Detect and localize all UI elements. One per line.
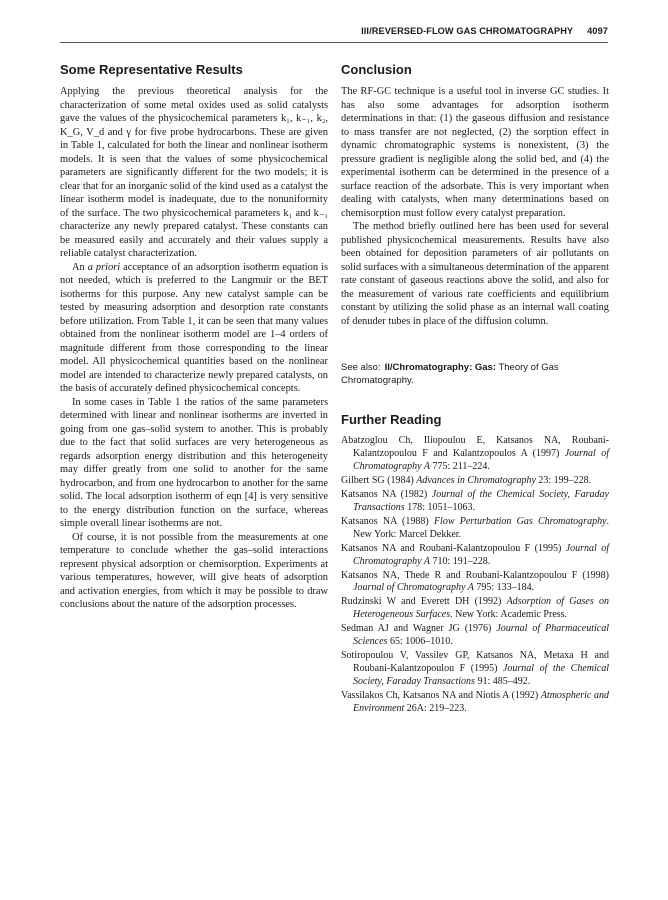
- reference-authors: Rudzinski W and Everett DH (1992): [341, 596, 507, 608]
- reference-item: [341, 570, 609, 596]
- reference-item: [341, 489, 609, 515]
- left-column: [60, 60, 328, 612]
- reference-title: Journal of Chromatography A: [353, 542, 609, 567]
- reference-title: Flow Perturbation Gas Chromatography: [433, 515, 607, 527]
- running-header: [60, 26, 608, 43]
- section-heading-further-reading: Further Reading: [341, 412, 442, 427]
- section-heading-results: Some Representative Results: [60, 62, 243, 77]
- text-run: An: [72, 261, 88, 273]
- italic-term: a priori: [87, 261, 121, 273]
- results-paragraph-4: Of course, it is not possible from the measurements at one temperature to conclude whether the gas–solid interactions represent physical adsorption or chemisorption. Experiments at various temperatures, however, will give heats of adsorption and activation energies, from which it may be possible to draw conclusions about the nature of the adsorption processes.: [60, 531, 328, 610]
- reference-authors: Katsanos NA (1988): [341, 515, 434, 527]
- reference-authors: Vassilakos Ch, Katsanos NA and Niotis A (1992): [341, 690, 541, 702]
- see-also-link[interactable]: II/Chromatography: Gas:: [384, 362, 496, 373]
- results-body: [60, 85, 328, 612]
- conclusion-body: [341, 85, 609, 328]
- reference-item: [341, 623, 609, 649]
- reference-authors: Katsanos NA and Roubani-Kalantzopoulou F (1995): [341, 542, 566, 554]
- page-number: 4097: [587, 26, 608, 36]
- reference-title: Adsorption of Gases on Heterogeneous Surfaces: [353, 596, 609, 621]
- reference-title: Journal of Chromatography A: [353, 582, 474, 594]
- results-paragraph-1: Applying the previous theoretical analysis for the characterization of some metal oxides used as solid catalysts gave the values of the physicochemical parameters k₁, k₋₁, k₂, K_G, V_d and γ for five probe hydrocarbons. These are given in Table 1, calculated for both the linear and nonlinear isotherm models. It is seen that the values of some physicochemical parameters are significantly different for the two models; it is clear that for an inorganic solid of the kind used as a catalyst the linear isotherm model is inadequate, due to the nonuniformity of the surface. The two physicochemical parameters k₁ and k₋₁ characterize any newly prepared catalyst. These constants can be measured easily and accurately and their values supply a reliable catalyst characterization.: [60, 86, 328, 259]
- reference-title: Journal of the Chemical Society, Faraday Transactions: [353, 488, 609, 513]
- reference-item: [341, 543, 609, 569]
- reference-details: 26A: 219–223.: [404, 702, 467, 714]
- reference-title: Atmospheric and Environment: [353, 690, 610, 714]
- running-title: III/REVERSED-FLOW GAS CHROMATOGRAPHY: [361, 26, 574, 36]
- see-also: [341, 361, 609, 387]
- reference-item: [341, 435, 609, 474]
- conclusion-paragraph-2: The method briefly outlined here has been used for several published physicochemical measurements. Results have also been obtained for deposition parameters of air pollutants on solid surfaces with a simultaneous determination of the apparent rate constant of gaseous reactions above the solid, and also for the measurement of various rate coefficients and equilibrium constant by utilizing the solid phase as an internal wall coating of denuder tubes in place of the diffusion column.: [341, 221, 609, 327]
- reference-title: Journal of Chromatography A: [353, 447, 609, 472]
- see-also-rest: Theory of Gas Chromatography.: [341, 362, 559, 386]
- reference-authors: Gilbert SG (1984): [341, 474, 417, 486]
- reference-item: [341, 650, 609, 689]
- reference-item: [341, 596, 609, 622]
- reference-details: 65: 1006–1010.: [387, 636, 453, 648]
- reference-details: 710: 191–228.: [429, 555, 491, 567]
- reference-authors: Katsanos NA, Thede R and Roubani-Kalantzopoulou F (1998): [341, 569, 609, 581]
- reference-title: Journal of Pharmaceutical Sciences: [353, 623, 609, 648]
- reference-details: 178: 1051–1063.: [404, 501, 475, 513]
- reference-item: [341, 516, 609, 542]
- right-column: [341, 60, 609, 717]
- reference-authors: Sedman AJ and Wagner JG (1976): [341, 623, 497, 635]
- reference-details: . New York: Marcel Dekker.: [353, 515, 610, 540]
- reference-details: 775: 211–224.: [429, 460, 490, 472]
- results-paragraph-2: [60, 261, 328, 396]
- section-heading-conclusion: Conclusion: [341, 62, 412, 77]
- reference-item: [341, 690, 609, 716]
- reference-item: [341, 475, 609, 488]
- conclusion-paragraph-1: The RF-GC technique is a useful tool in inverse GC studies. It has also some advantages for adsorption isotherm determinations in that: (1) the gaseous diffusion and resistance to mass transfer are not neglected, (2) the sorption effect in dynamic chromatographic systems is nonexistent, (3) the pressure gradient is negligible along the solid bed, and (4) the experimental isotherm can be determined in the presence of a surface reaction of the adsorbate. This is very important when dealing with catalysts, when many determinations based on chemisorption must follow every catalyst preparation.: [341, 86, 609, 219]
- see-also-label: See also:: [341, 362, 381, 373]
- reference-title: Journal of the Chemical Society, Faraday Transactions: [353, 663, 609, 688]
- reference-authors: Sotiropoulou V, Vassilev GP, Katsanos NA, Metaxa H and Roubani-Kalantzopoulou F (1995): [341, 650, 609, 675]
- text-run: acceptance of an adsorption isotherm equation is not needed, which is preferred to the Langmuir or the BET isotherms for this purpose. Any new catalyst sample can be tested by measuring adsorption and desorption rate constants before utilization. From Table 1, it can be seen that many values obtained from the nonlinear isotherm model are 1–4 orders of magnitude different from those corresponding to the linear model. All physicochemical quantities based on the nonlinear model are intended to characterize newly prepared catalysts, on the basis of accurately defined physicochemical concepts.: [60, 261, 328, 394]
- reference-details: . New York: Academic Press.: [450, 609, 568, 621]
- reference-details: 23: 199–228.: [535, 474, 592, 486]
- reference-details: 795: 133–184.: [473, 582, 535, 594]
- reference-list: [341, 435, 609, 716]
- reference-details: 91: 485–492.: [474, 676, 531, 688]
- reference-authors: Abatzoglou Ch, Iliopoulou E, Katsanos NA, Roubani-Kalantzopoulou F and Kalantzopoulos A (1997): [341, 435, 609, 459]
- reference-authors: Katsanos NA (1982): [341, 488, 432, 500]
- reference-title: Advances in Chromatography: [416, 474, 536, 486]
- results-paragraph-3: In some cases in Table 1 the ratios of the same parameters determined with linear and nonlinear isotherms are inverted in going from one gas–solid system to another. This is probably due to the fact that solid surfaces are very heterogeneous as regards adsorption energy distribution and this heterogeneity may differ greatly from one solid to another for the same hydrocarbon, and from one hydrocarbon to another for the same solid. The local adsorption isotherm of eqn [4] is very sensitive to the energy distribution function on the surface, whereas simple overall linear isotherms are not.: [60, 396, 328, 529]
